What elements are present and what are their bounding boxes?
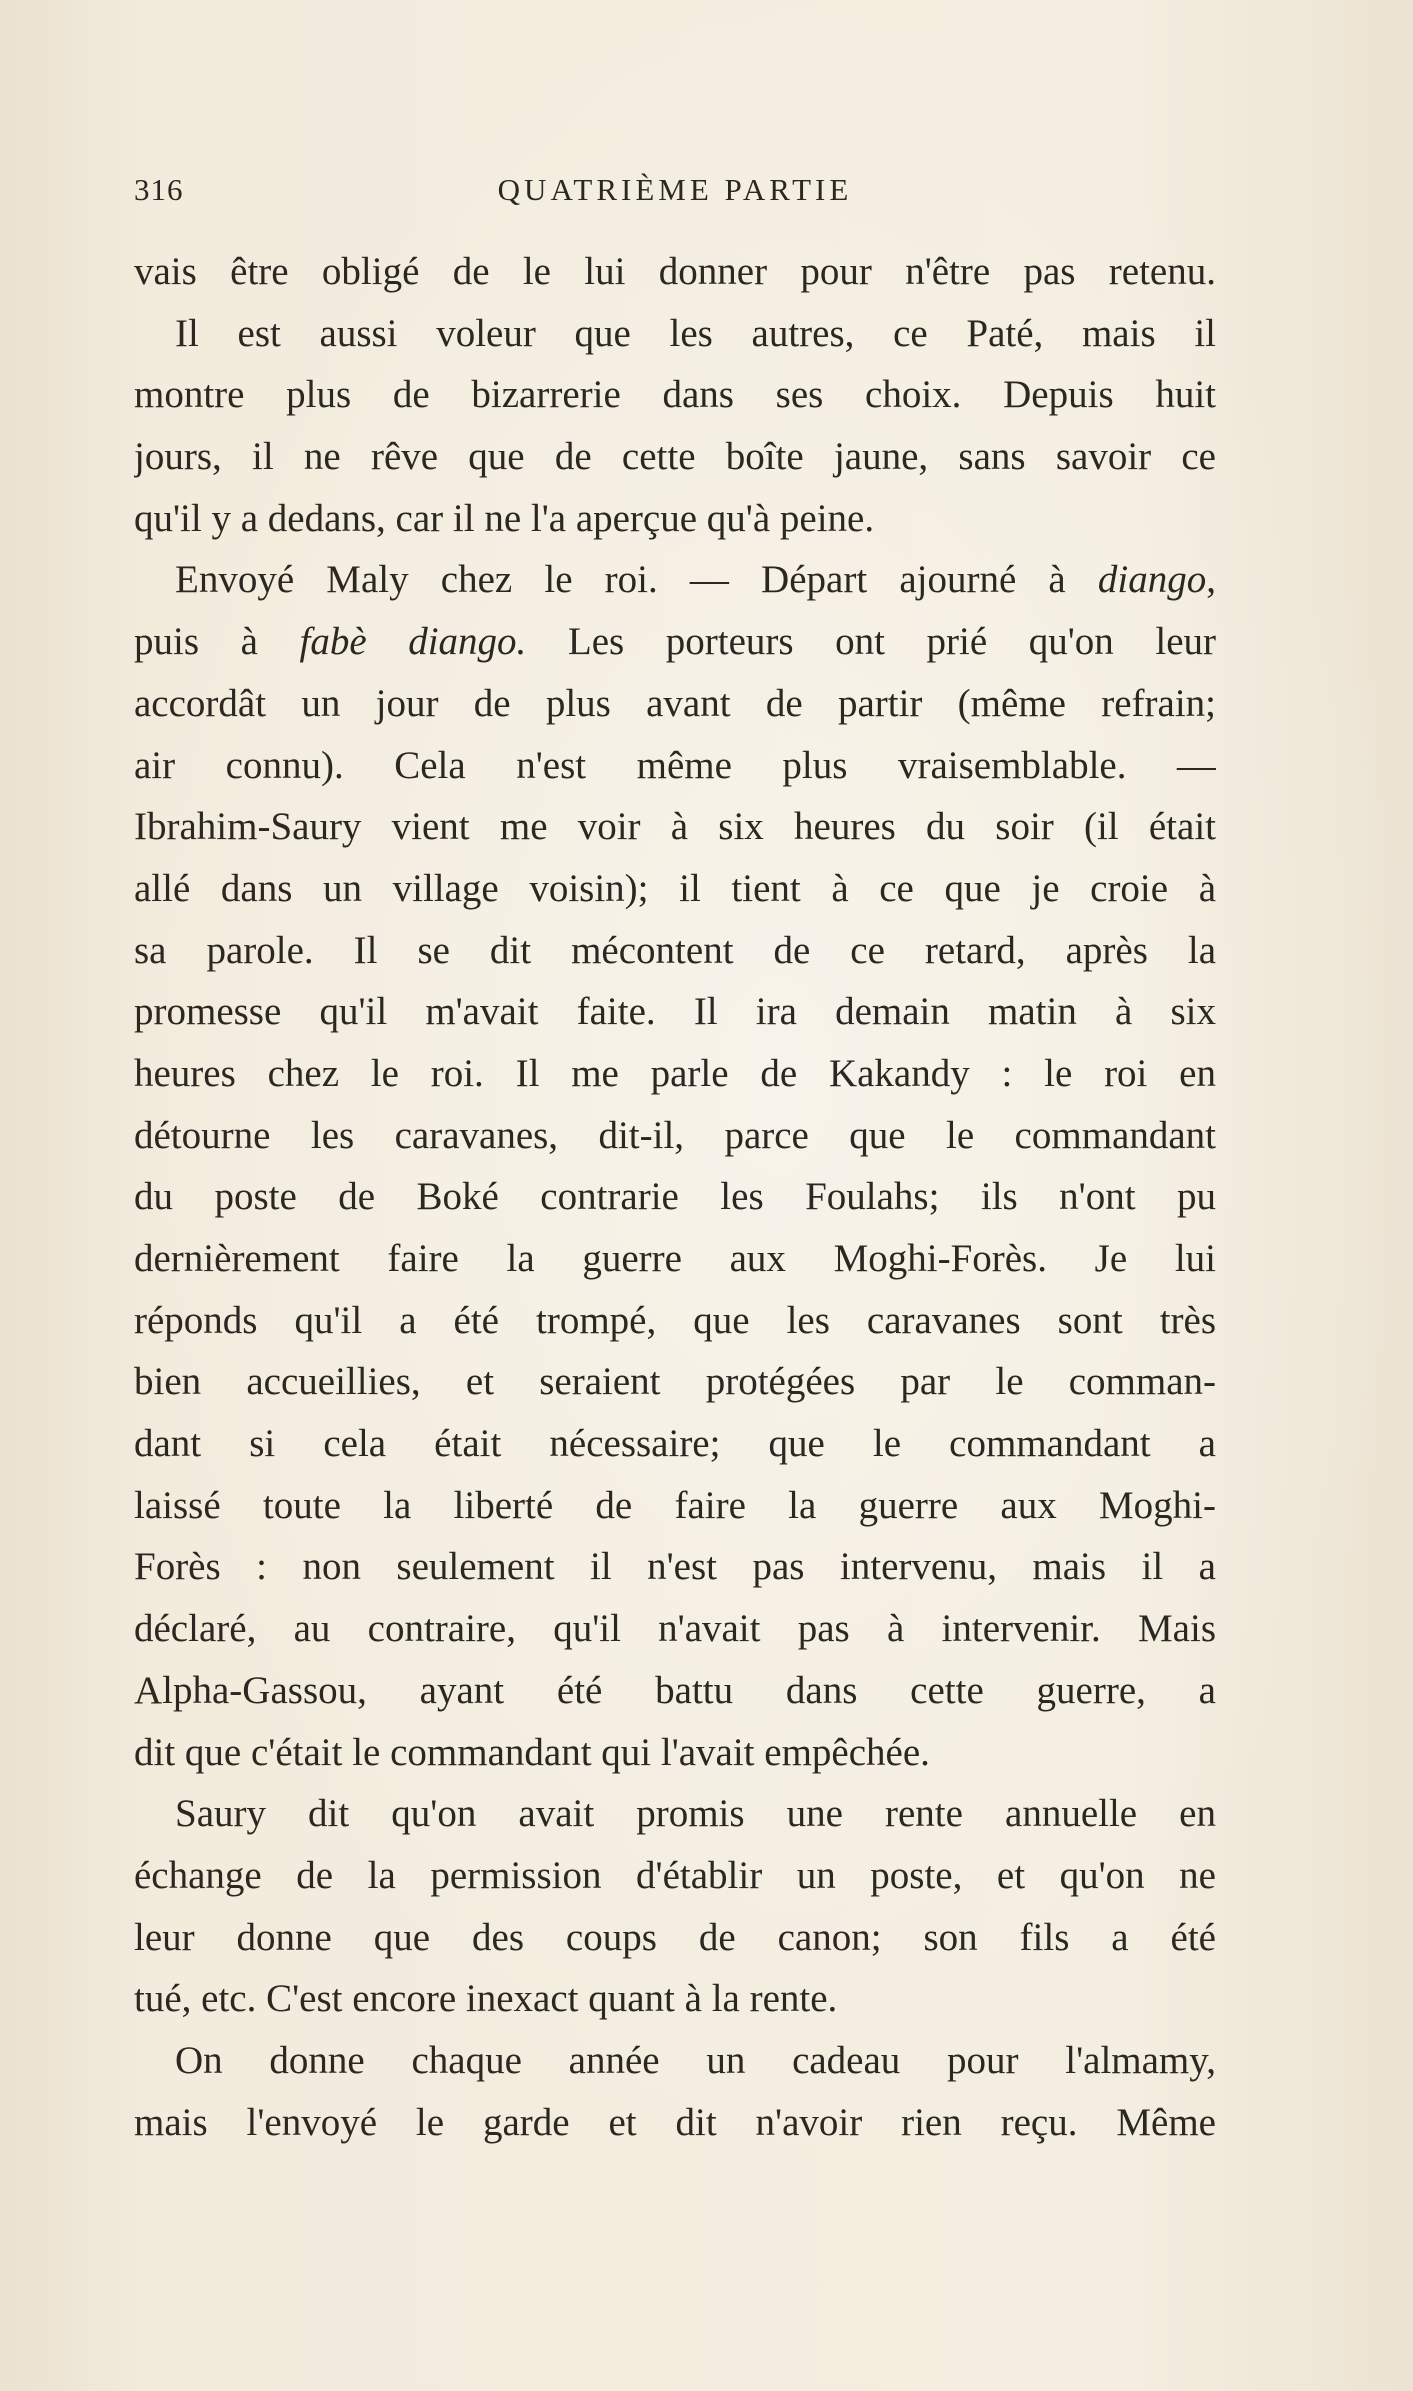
text-segment: Les porteurs ont prié qu'on leur [526, 620, 1216, 664]
text-line: sa parole. Il se dit mécontent de ce retard, après la [134, 928, 1216, 972]
text-line: air connu). Cela n'est même plus vraisemblable. — [134, 743, 1216, 787]
text-line: accordât un jour de plus avant de partir (même refrain; [134, 681, 1216, 725]
text-line: heures chez le roi. Il me parle de Kakandy : le roi en [134, 1051, 1216, 1095]
text-line: vais être obligé de le lui donner pour n'être pas retenu. [134, 250, 1216, 293]
body-text [134, 241, 1216, 2153]
italic-term: diango [1097, 558, 1207, 602]
text-line: qu'il y a dedans, car il ne l'a aperçue qu'à peine. [134, 496, 875, 540]
text-line: dernièrement faire la guerre aux Moghi-Forès. Je lui [134, 1237, 1216, 1280]
text-line: déclaré, au contraire, qu'il n'avait pas à intervenir. Mais [134, 1607, 1216, 1651]
text-line: laissé toute la liberté de faire la guerre aux Moghi- [134, 1483, 1216, 1527]
text-line: Ibrahim-Saury vient me voir à six heures du soir (il était [134, 805, 1216, 849]
text-line: bien accueillies, et seraient protégées par le comman- [134, 1360, 1216, 1404]
text-segment: Envoyé Maly chez le roi. — Départ ajourné à [175, 558, 1098, 602]
text-segment: , [1206, 558, 1216, 602]
text-line: allé dans un village voisin); il tient à ce que je croie à [134, 866, 1216, 910]
text-segment: puis à [134, 620, 300, 664]
text-line: échange de la permission d'établir un poste, et qu'on ne [134, 1853, 1216, 1897]
text-line: mais l'envoyé le garde et dit n'avoir rien reçu. Même [134, 2100, 1216, 2144]
text-line: dant si cela était nécessaire; que le commandant a [134, 1422, 1216, 1466]
italic-term: fabè diango. [299, 620, 527, 664]
text-line: Saury dit qu'on avait promis une rente annuelle en [175, 1792, 1216, 1836]
text-line: tué, etc. C'est encore inexact quant à la rente. [134, 1977, 838, 2021]
text-line [134, 549, 1216, 611]
text-line: du poste de Boké contrarie les Foulahs; ils n'ont pu [134, 1175, 1216, 1219]
text-line: jours, il ne rêve que de cette boîte jaune, sans savoir ce [134, 435, 1216, 479]
text-line: leur donne que des coups de canon; son fils a été [134, 1915, 1216, 1959]
text-line: montre plus de bizarrerie dans ses choix. Depuis huit [134, 373, 1216, 417]
text-line: On donne chaque année un cadeau pour l'almamy, [175, 2038, 1216, 2082]
text-line [134, 611, 1216, 673]
text-line: promesse qu'il m'avait faite. Il ira demain matin à six [134, 990, 1216, 1034]
text-line: Forès : non seulement il n'est pas intervenu, mais il a [134, 1545, 1216, 1589]
text-line: Alpha-Gassou, ayant été battu dans cette guerre, a [134, 1668, 1216, 1712]
page-number: 316 [134, 172, 184, 207]
text-line: Il est aussi voleur que les autres, ce Paté, mais il [175, 311, 1216, 355]
text-line: dit que c'était le commandant qui l'avait empêchée. [134, 1730, 930, 1774]
running-title: QUATRIÈME PARTIE [497, 172, 853, 207]
text-line: réponds qu'il a été trompé, que les caravanes sont très [134, 1298, 1216, 1342]
text-line: détourne les caravanes, dit-il, parce que le commandant [134, 1113, 1216, 1157]
page-header [134, 172, 1216, 216]
